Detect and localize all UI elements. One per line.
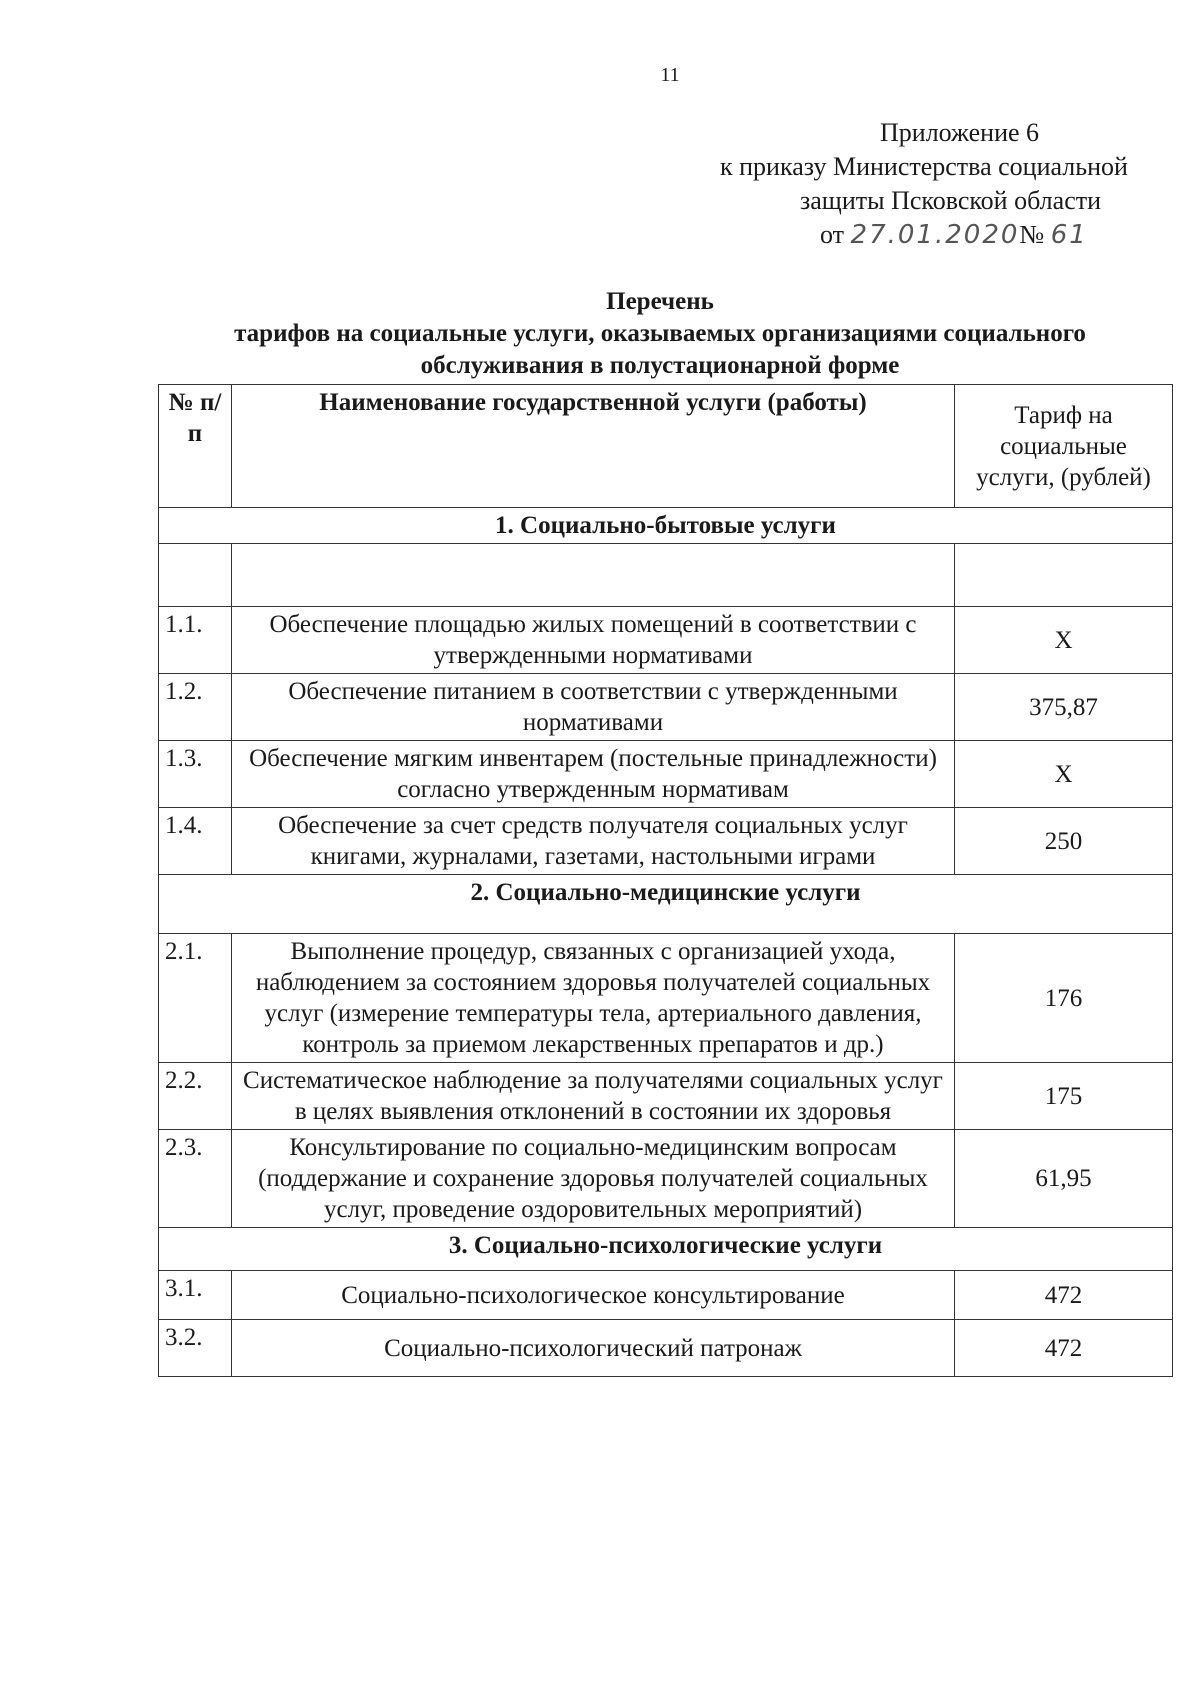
- table-row: [159, 1320, 1173, 1377]
- table-row: [159, 741, 1173, 808]
- section-title: 2. Социально-медицинские услуги: [159, 875, 1173, 934]
- row-number: 1.2.: [159, 674, 232, 741]
- row-tariff: 61,95: [955, 1130, 1173, 1228]
- row-service-name: Консультирование по социально-медицинским вопросам (поддержание и сохранение здоровья получателей социальных услуг, проведение оздоровительных мероприятий): [232, 1130, 955, 1228]
- number-sign: №: [1019, 220, 1045, 249]
- date-prefix: от: [820, 220, 845, 249]
- row-tariff: 472: [955, 1320, 1173, 1377]
- title-line-3: обслуживания в полустационарной форме: [420, 352, 900, 379]
- appendix-ministry-line: защиты Псковской области: [800, 186, 1102, 215]
- handwritten-date: 27.01.2020: [850, 220, 1020, 250]
- header-number: № п/п: [159, 385, 232, 508]
- section-row: [159, 1228, 1173, 1271]
- row-number: 3.2.: [159, 1320, 232, 1377]
- row-tariff: 472: [955, 1271, 1173, 1320]
- row-tariff: Х: [955, 741, 1173, 808]
- row-number: 2.1.: [159, 934, 232, 1063]
- row-service-name: Систематическое наблюдение за получателями социальных услуг в целях выявления отклонений в состоянии их здоровья: [232, 1063, 955, 1130]
- row-service-name: Обеспечение мягким инвентарем (постельные принадлежности) согласно утвержденным нормативам: [232, 741, 955, 808]
- row-service-name: Социально-психологический патронаж: [232, 1320, 955, 1377]
- row-number: 1.4.: [159, 808, 232, 875]
- title-line-1: Перечень: [606, 288, 714, 315]
- row-number: 3.1.: [159, 1271, 232, 1320]
- row-service-name: Обеспечение за счет средств получателя социальных услуг книгами, журналами, газетами, настольными играми: [232, 808, 955, 875]
- title-line-2: тарифов на социальные услуги, оказываемых организациями социального: [234, 320, 1086, 347]
- header-service-name: Наименование государственной услуги (работы): [232, 385, 955, 508]
- row-service-name: Выполнение процедур, связанных с организацией ухода, наблюдением за состоянием здоровья получателей социальных услуг (измерение температуры тела, артериального давления, контроль за приемом лекарственных препаратов и др.): [232, 934, 955, 1063]
- table-row: [159, 934, 1173, 1063]
- section-row: [159, 875, 1173, 934]
- table-row: [159, 607, 1173, 674]
- table-row: [159, 1271, 1173, 1320]
- row-number: 1.1.: [159, 607, 232, 674]
- row-service-name: Обеспечение площадью жилых помещений в соответствии с утвержденными нормативами: [232, 607, 955, 674]
- table-header-row: [159, 385, 1173, 508]
- row-tariff: Х: [955, 607, 1173, 674]
- table-row: [159, 1063, 1173, 1130]
- document-title: [150, 286, 1170, 382]
- row-tariff: 250: [955, 808, 1173, 875]
- tariffs-table: [158, 384, 1173, 1377]
- row-tariff: 375,87: [955, 674, 1173, 741]
- appendix-date-line: [680, 218, 1200, 252]
- appendix-block: [680, 116, 1200, 252]
- table-row: [159, 808, 1173, 875]
- row-number: 2.2.: [159, 1063, 232, 1130]
- row-tariff: 176: [955, 934, 1173, 1063]
- row-service-name: Обеспечение питанием в соответствии с утвержденными нормативами: [232, 674, 955, 741]
- handwritten-number: 61: [1050, 220, 1088, 250]
- header-tariff: Тариф на социальные услуги, (рублей): [955, 385, 1173, 508]
- section-title: 3. Социально-психологические услуги: [159, 1228, 1173, 1271]
- table-row: [159, 674, 1173, 741]
- section-row: [159, 508, 1173, 544]
- row-number: 1.3.: [159, 741, 232, 808]
- row-number: 2.3.: [159, 1130, 232, 1228]
- row-service-name: Социально-психологическое консультирование: [232, 1271, 955, 1320]
- row-tariff: 175: [955, 1063, 1173, 1130]
- appendix-order-line: к приказу Министерства социальной: [720, 152, 1128, 181]
- appendix-title: Приложение 6: [880, 118, 1040, 147]
- section-title: 1. Социально-бытовые услуги: [159, 508, 1173, 544]
- empty-row: [159, 544, 1173, 607]
- page-number: 11: [660, 64, 680, 86]
- table-row: [159, 1130, 1173, 1228]
